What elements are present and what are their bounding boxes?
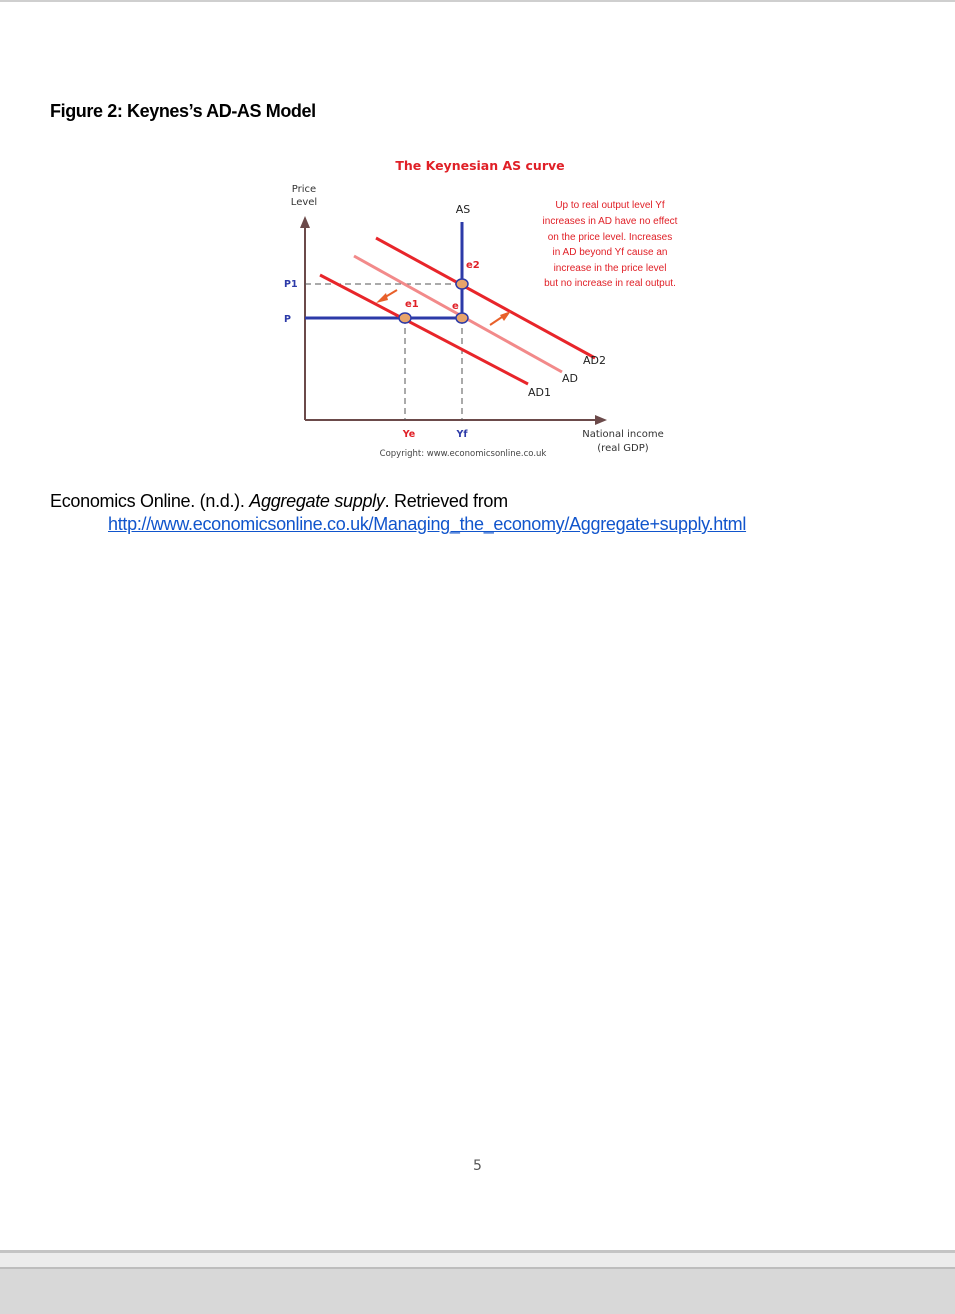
figure-title: Figure 2: Keynes’s AD-AS Model: [50, 101, 316, 121]
note-line-1: Up to real output level Yf: [555, 200, 665, 211]
price-label-p: P: [284, 314, 291, 325]
explanatory-note: [543, 200, 678, 289]
output-label-ye: Ye: [402, 429, 416, 440]
shift-left-arrow-icon: [376, 293, 388, 303]
reference-retrieved: . Retrieved from: [384, 491, 508, 511]
shift-right-arrow-icon: [500, 311, 511, 321]
x-axis-label-line2: (real GDP): [597, 443, 649, 454]
y-axis-label-line1: Price: [291, 184, 317, 195]
reference-url-line: [50, 514, 930, 535]
note-line-2: increases in AD have no effect: [542, 216, 678, 227]
copyright-text: Copyright: www.economicsonline.co.uk: [379, 449, 547, 459]
reference-url-link[interactable]: http://www.economicsonline.co.uk/Managing_the_economy/Aggregate+supply.html: [108, 514, 747, 534]
reference-title: Aggregate supply: [249, 491, 385, 511]
note-line-6: but no increase in real output.: [544, 278, 676, 289]
diagram-svg: [270, 152, 690, 467]
diagram-title: The Keynesian AS curve: [395, 158, 565, 173]
output-label-yf: Yf: [456, 429, 468, 440]
note-line-4: in AD beyond Yf cause an: [552, 247, 668, 258]
x-axis-label-line1: National income: [582, 429, 664, 440]
price-label-p1: P1: [284, 279, 298, 290]
label-ad: AD: [562, 372, 578, 385]
y-axis-arrow-icon: [300, 216, 310, 228]
point-e: [456, 313, 468, 323]
viewer-gap: [0, 1253, 955, 1267]
reference-entry: [50, 491, 930, 535]
label-ad1: AD1: [528, 386, 551, 399]
label-e1: e1: [405, 299, 419, 310]
y-axis-label-line2: Level: [290, 197, 318, 208]
page-number: 5: [473, 1158, 482, 1174]
document-page: [0, 2, 955, 1252]
x-axis-arrow-icon: [595, 415, 607, 425]
point-e1: [399, 313, 411, 323]
label-e: e: [452, 301, 459, 312]
note-line-3: on the price level. Increases: [547, 232, 673, 243]
next-page-area: [0, 1269, 955, 1314]
keynesian-as-diagram: [270, 152, 690, 467]
label-as: AS: [455, 203, 471, 216]
point-e2: [456, 279, 468, 289]
label-e2: e2: [466, 260, 480, 271]
reference-author: Economics Online. (n.d.).: [50, 491, 250, 511]
note-line-5: increase in the price level: [553, 263, 667, 274]
label-ad2: AD2: [583, 354, 606, 367]
ad1-curve: [320, 275, 528, 384]
